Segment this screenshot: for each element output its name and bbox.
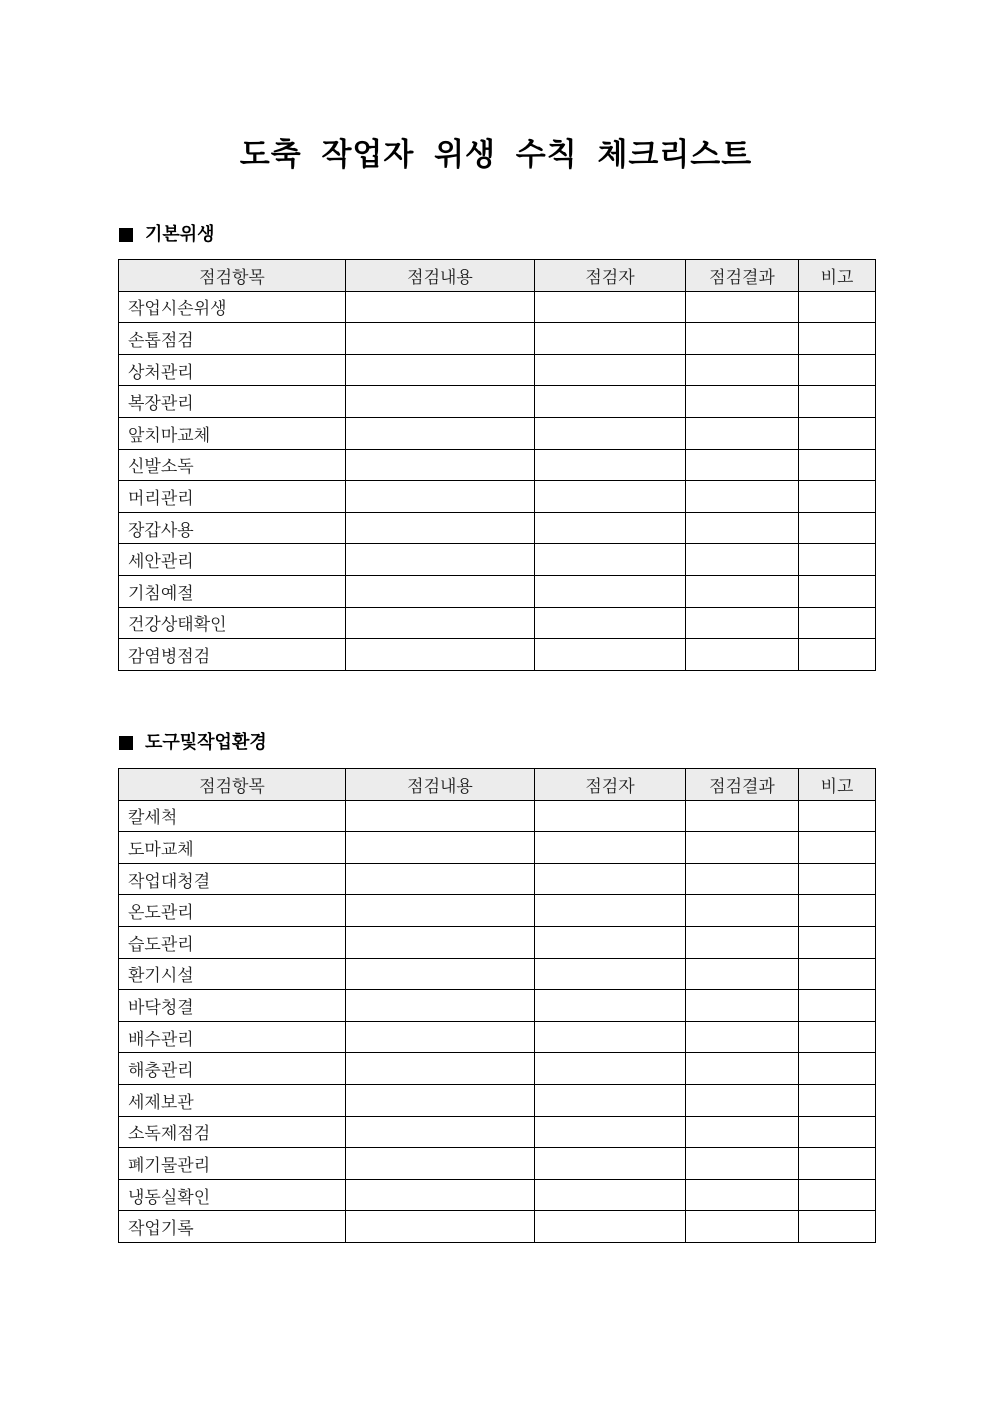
item-cell: 신발소독 xyxy=(119,449,346,481)
column-header-remarks: 비고 xyxy=(799,260,876,292)
inspector-cell[interactable] xyxy=(535,575,686,607)
table-row xyxy=(119,291,876,323)
item-cell: 폐기물관리 xyxy=(119,1148,346,1180)
table-row xyxy=(119,512,876,544)
result-cell[interactable] xyxy=(686,386,799,418)
content-cell[interactable] xyxy=(346,832,535,864)
remarks-cell[interactable] xyxy=(799,832,876,864)
remarks-cell[interactable] xyxy=(799,1179,876,1211)
remarks-cell[interactable] xyxy=(799,354,876,386)
column-header-remarks: 비고 xyxy=(799,769,876,801)
remarks-cell[interactable] xyxy=(799,863,876,895)
item-cell: 작업기록 xyxy=(119,1211,346,1243)
table-row xyxy=(119,575,876,607)
item-cell: 세안관리 xyxy=(119,544,346,576)
content-cell[interactable] xyxy=(346,1116,535,1148)
item-cell: 소독제점검 xyxy=(119,1116,346,1148)
remarks-cell[interactable] xyxy=(799,958,876,990)
page-title: 도축 작업자 위생 수칙 체크리스트 xyxy=(239,137,753,173)
item-cell: 배수관리 xyxy=(119,1021,346,1053)
result-cell[interactable] xyxy=(686,544,799,576)
result-cell[interactable] xyxy=(686,417,799,449)
section-heading-label: 도구및작업환경 xyxy=(145,732,267,753)
table-row xyxy=(119,481,876,513)
result-cell[interactable] xyxy=(686,1021,799,1053)
item-cell: 냉동실확인 xyxy=(119,1179,346,1211)
table-row xyxy=(119,800,876,832)
content-cell[interactable] xyxy=(346,926,535,958)
content-cell[interactable] xyxy=(346,1148,535,1180)
item-cell: 온도관리 xyxy=(119,895,346,927)
result-cell[interactable] xyxy=(686,1179,799,1211)
column-header-result: 점검결과 xyxy=(686,260,799,292)
result-cell[interactable] xyxy=(686,895,799,927)
inspector-cell[interactable] xyxy=(535,863,686,895)
result-cell[interactable] xyxy=(686,323,799,355)
remarks-cell[interactable] xyxy=(799,291,876,323)
content-cell[interactable] xyxy=(346,512,535,544)
table-row xyxy=(119,990,876,1022)
table-row xyxy=(119,386,876,418)
item-cell: 손톱점검 xyxy=(119,323,346,355)
result-cell[interactable] xyxy=(686,1053,799,1085)
item-cell: 상처관리 xyxy=(119,354,346,386)
table-row xyxy=(119,1084,876,1116)
result-cell[interactable] xyxy=(686,575,799,607)
table-row xyxy=(119,639,876,671)
content-cell[interactable] xyxy=(346,863,535,895)
content-cell[interactable] xyxy=(346,354,535,386)
result-cell[interactable] xyxy=(686,512,799,544)
inspector-cell[interactable] xyxy=(535,1211,686,1243)
content-cell[interactable] xyxy=(346,895,535,927)
content-cell[interactable] xyxy=(346,1053,535,1085)
item-cell: 머리관리 xyxy=(119,481,346,513)
column-header-item: 점검항목 xyxy=(119,260,346,292)
table-row xyxy=(119,895,876,927)
black-square-bullet-icon xyxy=(119,228,133,242)
content-cell[interactable] xyxy=(346,417,535,449)
result-cell[interactable] xyxy=(686,1148,799,1180)
content-cell[interactable] xyxy=(346,990,535,1022)
content-cell[interactable] xyxy=(346,958,535,990)
content-cell[interactable] xyxy=(346,1021,535,1053)
result-cell[interactable] xyxy=(686,607,799,639)
remarks-cell[interactable] xyxy=(799,1021,876,1053)
result-cell[interactable] xyxy=(686,291,799,323)
item-cell: 기침예절 xyxy=(119,575,346,607)
inspector-cell[interactable] xyxy=(535,1148,686,1180)
item-cell: 장갑사용 xyxy=(119,512,346,544)
inspector-cell[interactable] xyxy=(535,1053,686,1085)
remarks-cell[interactable] xyxy=(799,607,876,639)
column-header-inspector: 점검자 xyxy=(535,769,686,801)
remarks-cell[interactable] xyxy=(799,449,876,481)
content-cell[interactable] xyxy=(346,1211,535,1243)
item-cell: 건강상태확인 xyxy=(119,607,346,639)
table-row xyxy=(119,449,876,481)
table-row xyxy=(119,926,876,958)
result-cell[interactable] xyxy=(686,863,799,895)
item-cell: 작업대청결 xyxy=(119,863,346,895)
content-cell[interactable] xyxy=(346,291,535,323)
inspector-cell[interactable] xyxy=(535,512,686,544)
inspector-cell[interactable] xyxy=(535,639,686,671)
column-header-content: 점검내용 xyxy=(346,260,535,292)
remarks-cell[interactable] xyxy=(799,544,876,576)
result-cell[interactable] xyxy=(686,1116,799,1148)
inspector-cell[interactable] xyxy=(535,1116,686,1148)
item-cell: 칼세척 xyxy=(119,800,346,832)
remarks-cell[interactable] xyxy=(799,639,876,671)
item-cell: 환기시설 xyxy=(119,958,346,990)
item-cell: 작업시손위생 xyxy=(119,291,346,323)
section-heading-basic-hygiene xyxy=(119,223,215,247)
remarks-cell[interactable] xyxy=(799,575,876,607)
table-row xyxy=(119,832,876,864)
remarks-cell[interactable] xyxy=(799,800,876,832)
checklist-table-tools-environment xyxy=(118,768,876,1243)
section-heading-label: 기본위생 xyxy=(145,224,215,245)
content-cell[interactable] xyxy=(346,575,535,607)
content-cell[interactable] xyxy=(346,800,535,832)
inspector-cell[interactable] xyxy=(535,926,686,958)
item-cell: 습도관리 xyxy=(119,926,346,958)
result-cell[interactable] xyxy=(686,832,799,864)
table-row xyxy=(119,1179,876,1211)
table-header-row xyxy=(119,769,876,801)
column-header-item: 점검항목 xyxy=(119,769,346,801)
inspector-cell[interactable] xyxy=(535,323,686,355)
table-header-row xyxy=(119,260,876,292)
remarks-cell[interactable] xyxy=(799,1053,876,1085)
black-square-bullet-icon xyxy=(119,736,133,750)
section-heading-tools-environment xyxy=(119,731,267,755)
content-cell[interactable] xyxy=(346,449,535,481)
remarks-cell[interactable] xyxy=(799,895,876,927)
item-cell: 앞치마교체 xyxy=(119,417,346,449)
inspector-cell[interactable] xyxy=(535,607,686,639)
checklist-table-basic-hygiene xyxy=(118,259,876,671)
remarks-cell[interactable] xyxy=(799,417,876,449)
result-cell[interactable] xyxy=(686,990,799,1022)
inspector-cell[interactable] xyxy=(535,800,686,832)
inspector-cell[interactable] xyxy=(535,1179,686,1211)
item-cell: 감염병점검 xyxy=(119,639,346,671)
result-cell[interactable] xyxy=(686,1211,799,1243)
inspector-cell[interactable] xyxy=(535,481,686,513)
result-cell[interactable] xyxy=(686,481,799,513)
table-row xyxy=(119,1148,876,1180)
column-header-inspector: 점검자 xyxy=(535,260,686,292)
remarks-cell[interactable] xyxy=(799,990,876,1022)
inspector-cell[interactable] xyxy=(535,544,686,576)
inspector-cell[interactable] xyxy=(535,990,686,1022)
remarks-cell[interactable] xyxy=(799,1116,876,1148)
remarks-cell[interactable] xyxy=(799,386,876,418)
content-cell[interactable] xyxy=(346,544,535,576)
result-cell[interactable] xyxy=(686,354,799,386)
remarks-cell[interactable] xyxy=(799,512,876,544)
table-row xyxy=(119,544,876,576)
content-cell[interactable] xyxy=(346,639,535,671)
content-cell[interactable] xyxy=(346,386,535,418)
content-cell[interactable] xyxy=(346,1179,535,1211)
inspector-cell[interactable] xyxy=(535,449,686,481)
remarks-cell[interactable] xyxy=(799,1211,876,1243)
inspector-cell[interactable] xyxy=(535,354,686,386)
column-header-result: 점검결과 xyxy=(686,769,799,801)
item-cell: 바닥청결 xyxy=(119,990,346,1022)
table-row xyxy=(119,1053,876,1085)
content-cell[interactable] xyxy=(346,607,535,639)
remarks-cell[interactable] xyxy=(799,1084,876,1116)
item-cell: 복장관리 xyxy=(119,386,346,418)
inspector-cell[interactable] xyxy=(535,832,686,864)
remarks-cell[interactable] xyxy=(799,1148,876,1180)
inspector-cell[interactable] xyxy=(535,386,686,418)
result-cell[interactable] xyxy=(686,800,799,832)
result-cell[interactable] xyxy=(686,958,799,990)
table-row xyxy=(119,417,876,449)
table-row xyxy=(119,607,876,639)
item-cell: 해충관리 xyxy=(119,1053,346,1085)
table-row xyxy=(119,958,876,990)
inspector-cell[interactable] xyxy=(535,895,686,927)
column-header-content: 점검내용 xyxy=(346,769,535,801)
inspector-cell[interactable] xyxy=(535,1021,686,1053)
table-row xyxy=(119,323,876,355)
result-cell[interactable] xyxy=(686,639,799,671)
table-row xyxy=(119,863,876,895)
table-row xyxy=(119,1021,876,1053)
result-cell[interactable] xyxy=(686,1084,799,1116)
result-cell[interactable] xyxy=(686,926,799,958)
item-cell: 세제보관 xyxy=(119,1084,346,1116)
content-cell[interactable] xyxy=(346,481,535,513)
table-row xyxy=(119,354,876,386)
remarks-cell[interactable] xyxy=(799,481,876,513)
result-cell[interactable] xyxy=(686,449,799,481)
remarks-cell[interactable] xyxy=(799,926,876,958)
content-cell[interactable] xyxy=(346,323,535,355)
inspector-cell[interactable] xyxy=(535,291,686,323)
inspector-cell[interactable] xyxy=(535,1084,686,1116)
inspector-cell[interactable] xyxy=(535,958,686,990)
table-row xyxy=(119,1116,876,1148)
table-row xyxy=(119,1211,876,1243)
inspector-cell[interactable] xyxy=(535,417,686,449)
content-cell[interactable] xyxy=(346,1084,535,1116)
item-cell: 도마교체 xyxy=(119,832,346,864)
remarks-cell[interactable] xyxy=(799,323,876,355)
